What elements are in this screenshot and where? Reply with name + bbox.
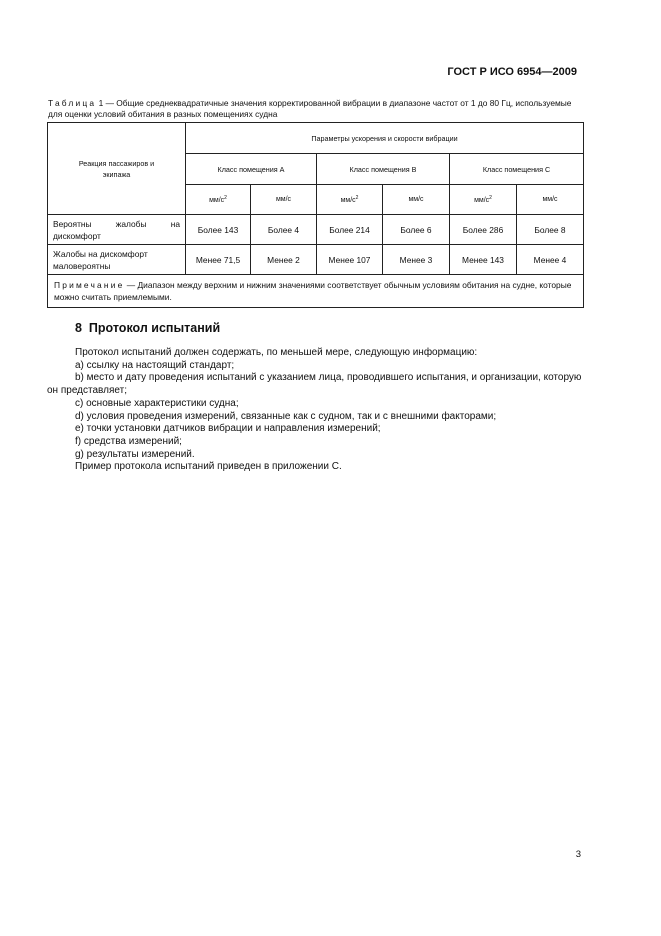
table-cell: Более 6 [383,215,450,245]
unit-acceleration-c: $мм/с^2$ [450,185,517,215]
list-item: e) точки установки датчиков вибрации и направления измерений; [75,423,381,435]
section-body [47,347,583,474]
table-caption-text: — Общие среднеквадратичные значения корректированной вибрации в диапазоне частот от 1 до 80 Гц, используемые для оценки условий обитания в разных помещениях судна [48,98,572,119]
class-b-header: Класс помещения В [317,154,450,185]
table-cell: Менее 143 [450,245,517,275]
table-cell: Более 286 [450,215,517,245]
list-item: d) условия проведения измерений, связанные как с судном, так и с внешними факторами; [75,410,497,422]
unit-velocity-b: мм/с [383,185,450,215]
table-cell: Более 8 [517,215,584,245]
table-cell: Менее 3 [383,245,450,275]
table-caption-label: Таблица [48,98,97,108]
page-number: 3 [575,849,581,860]
table-note-text: — Диапазон между верхним и нижним значениями соответствует обычным условиям обитания на судне, которые можно считать приемлемыми. [54,280,572,302]
table-caption-number: 1 [98,98,104,108]
document-code: ГОСТ Р ИСО 6954—2009 [447,66,577,78]
row-label: Вероятны жалобы на дискомфорт [48,215,186,245]
list-item: g) результаты измерений. [75,448,195,460]
reaction-header: Реакция пассажиров и экипажа [48,123,186,215]
list-item: f) средства измерений; [75,435,182,447]
table-cell: Более 143 [186,215,251,245]
table-note [48,275,584,308]
class-a-header: Класс помещения А [186,154,317,185]
table-caption [48,98,584,120]
table-row [48,215,584,245]
section-title: Протокол испытаний [88,321,221,335]
unit-acceleration-a: $мм/с^2$ [186,185,251,215]
table-note-label: Примечание [54,280,125,290]
params-header: Параметры ускорения и скорости вибрации [186,123,584,154]
closing-paragraph: Пример протокола испытаний приведен в приложении С. [75,461,342,473]
table-row [48,245,584,275]
section-number: 8 [75,321,82,335]
unit-velocity-a: мм/с [251,185,317,215]
list-item: c) основные характеристики судна; [75,397,239,409]
section-heading [75,321,220,335]
table-cell: Более 214 [317,215,383,245]
unit-velocity-c: мм/с [517,185,584,215]
intro-paragraph: Протокол испытаний должен содержать, по меньшей мере, следующую информацию: [75,347,478,358]
vibration-table [47,122,584,308]
table-cell: Менее 4 [517,245,584,275]
table-cell: Менее 71,5 [186,245,251,275]
list-item: b) место и дату проведения испытаний с указанием лица, проводившего испытания, и организации, которую он представляет; [47,372,582,397]
row-label: Жалобы на дискомфорт маловероятны [48,245,186,275]
table-cell: Менее 2 [251,245,317,275]
table-cell: Более 4 [251,215,317,245]
unit-acceleration-b: $мм/с^2$ [317,185,383,215]
class-c-header: Класс помещения С [450,154,584,185]
list-item: a) ссылку на настоящий стандарт; [75,359,235,371]
table-cell: Менее 107 [317,245,383,275]
